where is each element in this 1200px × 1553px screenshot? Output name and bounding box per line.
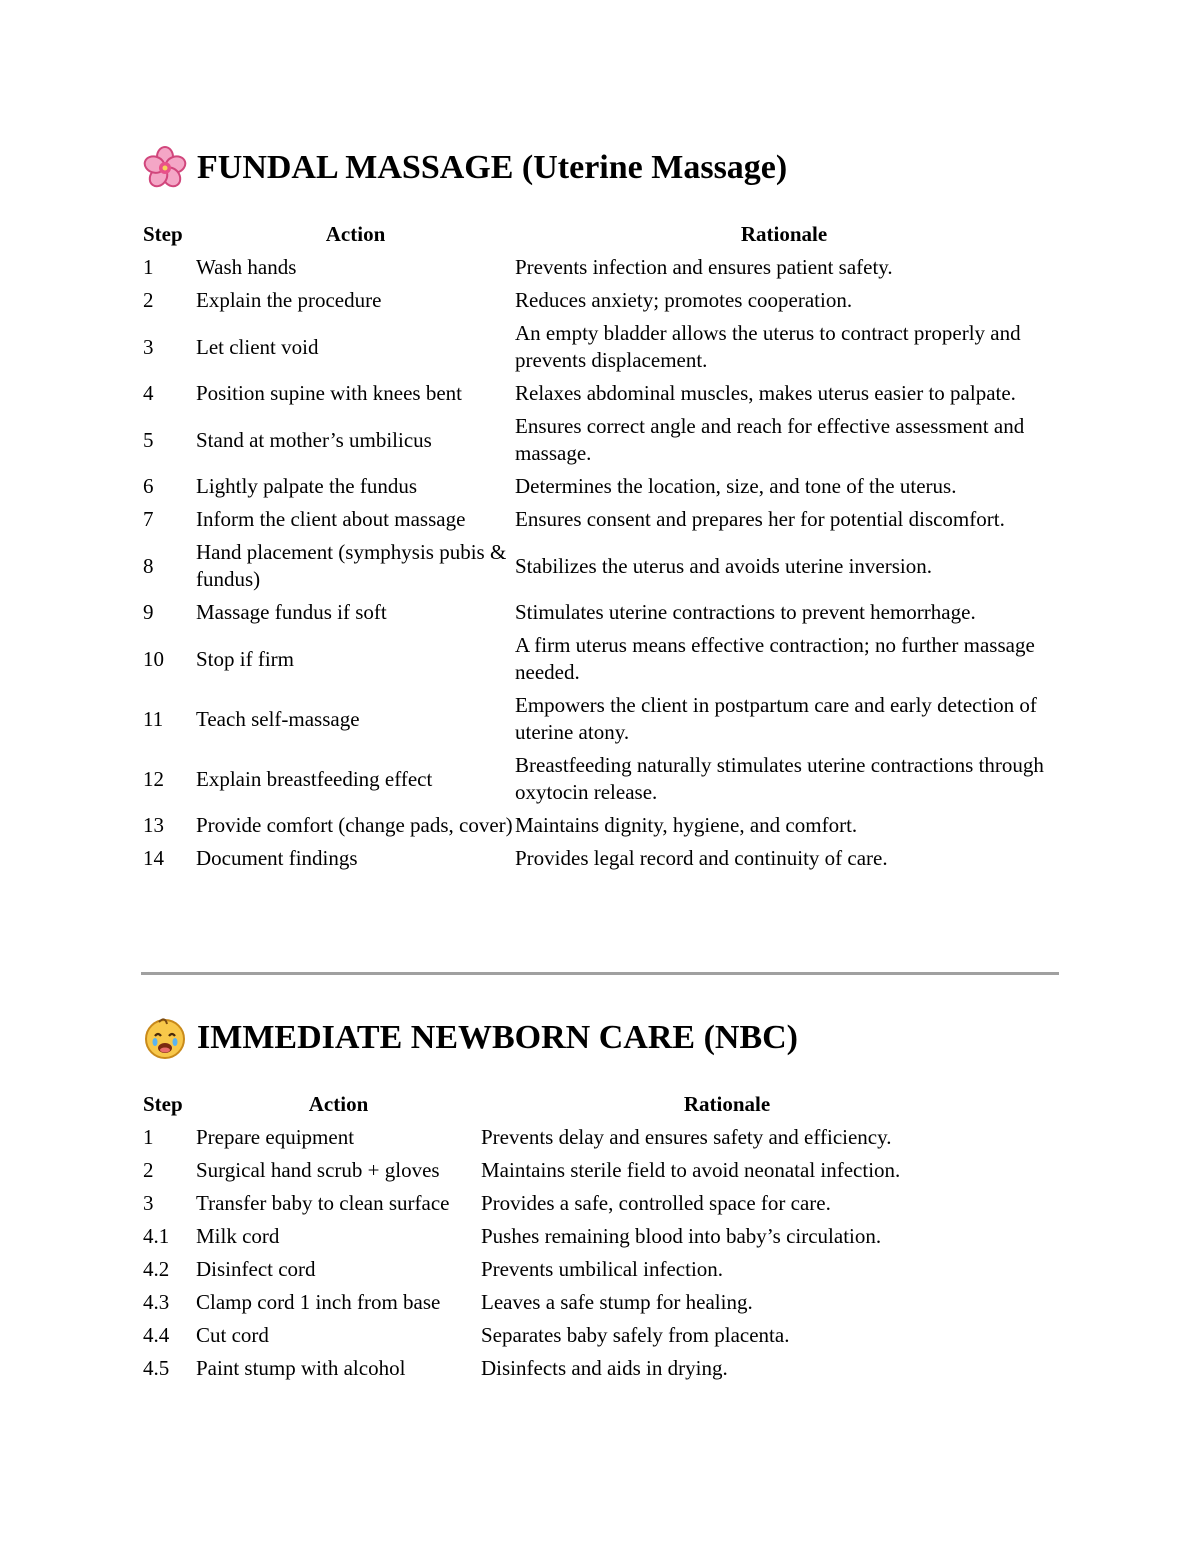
action-cell: Inform the client about massage [196,507,466,531]
action-cell: Lightly palpate the fundus [196,474,418,498]
newborn-care-title: IMMEDIATE NEWBORN CARE (NBC) [197,1019,798,1056]
step-cell: 12 [143,766,164,791]
rationale-cell: Pushes remaining blood into baby’s circulation. [481,1224,882,1248]
table-row [143,470,1053,503]
rationale-cell: Prevents infection and ensures patient safety. [515,255,893,279]
action-cell: Prepare equipment [196,1125,355,1149]
step-cell: 4.1 [143,1224,170,1248]
table-row [143,629,1053,689]
section-divider [141,972,1059,975]
rationale-cell: Reduces anxiety; promotes cooperation. [515,288,853,312]
action-cell: Milk cord [196,1224,280,1248]
rationale-cell: Relaxes abdominal muscles, makes uterus easier to palpate. [515,381,1016,405]
rationale-cell: Empowers the client in postpartum care and early detection of uterine atony. [515,693,1037,744]
rationale-cell: Ensures consent and prepares her for potential discomfort. [515,507,1005,531]
action-cell: Surgical hand scrub + gloves [196,1158,440,1182]
step-cell: 2 [143,288,154,312]
table-row [143,1187,973,1220]
action-cell: Transfer baby to clean surface [196,1191,450,1215]
action-cell: Disinfect cord [196,1257,316,1281]
rationale-cell: A firm uterus means effective contraction; no further massage needed. [515,633,1035,684]
fundal-massage-table [143,217,1053,875]
table-row [143,284,1053,317]
newborn-care-table [143,1087,973,1385]
action-cell: Stand at mother’s umbilicus [196,427,432,452]
step-cell: 9 [143,600,154,624]
table-row [143,251,1053,284]
action-cell: Paint stump with alcohol [196,1356,406,1380]
rationale-cell: Separates baby safely from placenta. [481,1323,790,1347]
action-cell: Document findings [196,846,358,870]
step-column-header: Step [143,221,183,246]
rationale-cell: Provides a safe, controlled space for care. [481,1191,831,1215]
table-row [143,1220,973,1253]
rationale-cell: Ensures correct angle and reach for effective assessment and massage. [515,414,1025,465]
action-cell: Stop if firm [196,646,294,671]
rationale-cell: Stimulates uterine contractions to prevent hemorrhage. [515,600,976,624]
action-cell: Let client void [196,334,319,359]
step-cell: 11 [143,706,164,731]
table-row [143,317,1053,377]
action-cell: Provide comfort (change pads, cover) [196,813,513,837]
step-cell: 6 [143,474,154,498]
step-cell: 1 [143,1125,154,1149]
table-row [143,749,1053,809]
table-header-row [143,1087,973,1121]
step-cell: 4.2 [143,1257,170,1281]
fundal-massage-heading [143,143,1059,193]
action-cell: Explain the procedure [196,288,382,312]
step-column-header: Step [143,1091,183,1116]
rationale-cell: Provides legal record and continuity of care. [515,846,888,870]
table-row [143,1286,973,1319]
step-cell: 4.5 [143,1356,170,1380]
action-column-header: Action [308,1091,369,1116]
action-cell: Wash hands [196,255,297,279]
table-row [143,596,1053,629]
rationale-cell: Leaves a safe stump for healing. [481,1290,753,1314]
rationale-cell: Maintains dignity, hygiene, and comfort. [515,813,858,837]
table-row [143,410,1053,470]
step-cell: 3 [143,1191,154,1215]
table-row [143,377,1053,410]
table-row [143,503,1053,536]
step-cell: 4.4 [143,1323,170,1347]
rationale-cell: Determines the location, size, and tone of the uterus. [515,474,957,498]
table-row [143,1154,973,1187]
table-row [143,1352,973,1385]
table-header-row [143,217,1053,251]
fundal-massage-section [143,143,1059,875]
rationale-cell: Prevents delay and ensures safety and efficiency. [481,1125,892,1149]
table-row [143,1319,973,1352]
rationale-cell: Breastfeeding naturally stimulates uterine contractions through oxytocin release. [515,753,1044,804]
action-column-header: Action [325,221,386,246]
action-cell: Hand placement (symphysis pubis & fundus) [196,540,507,591]
step-cell: 4 [143,381,154,405]
table-row [143,809,1053,842]
newborn-care-section [143,1013,1059,1385]
action-cell: Massage fundus if soft [196,600,387,624]
action-cell: Position supine with knees bent [196,381,462,405]
rationale-cell: An empty bladder allows the uterus to contract properly and prevents displacement. [515,321,1021,372]
table-row [143,1253,973,1286]
step-cell: 7 [143,507,154,531]
table-row [143,842,1053,875]
crying-baby-face-icon [143,1016,187,1060]
rationale-cell: Prevents umbilical infection. [481,1257,724,1281]
action-cell: Explain breastfeeding effect [196,766,433,791]
rationale-column-header: Rationale [740,221,828,246]
rationale-column-header: Rationale [683,1091,771,1116]
fundal-massage-title: FUNDAL MASSAGE (Uterine Massage) [197,149,788,186]
table-row [143,536,1053,596]
table-row [143,1121,973,1154]
step-cell: 4.3 [143,1290,170,1314]
step-cell: 10 [143,646,164,671]
step-cell: 5 [143,427,154,452]
step-cell: 13 [143,813,164,837]
rationale-cell: Stabilizes the uterus and avoids uterine inversion. [515,553,932,578]
action-cell: Clamp cord 1 inch from base [196,1290,441,1314]
action-cell: Cut cord [196,1323,269,1347]
step-cell: 8 [143,553,154,578]
rationale-cell: Maintains sterile field to avoid neonatal infection. [481,1158,901,1182]
step-cell: 3 [143,334,154,359]
step-cell: 1 [143,255,154,279]
cherry-blossom-icon [143,146,187,190]
rationale-cell: Disinfects and aids in drying. [481,1356,728,1380]
action-cell: Teach self-massage [196,706,360,731]
newborn-care-heading [143,1013,1059,1063]
step-cell: 14 [143,846,164,870]
table-row [143,689,1053,749]
step-cell: 2 [143,1158,154,1182]
